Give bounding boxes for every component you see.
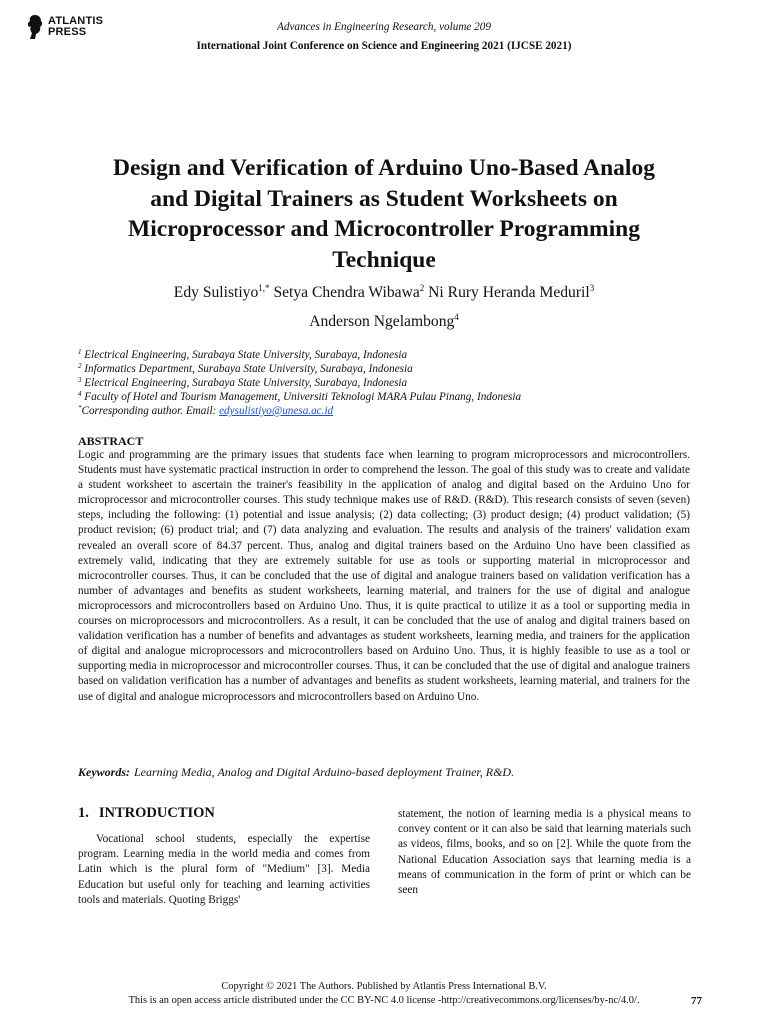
title-line: Microprocessor and Microcontroller Programming xyxy=(128,216,640,242)
affiliation-mark: 3 xyxy=(78,376,82,384)
affiliation-item xyxy=(78,390,521,404)
title-line: Technique xyxy=(332,246,436,273)
affiliation-text: Faculty of Hotel and Tourism Management, Universiti Teknologi MARA Pulau Pinang, Indonesia xyxy=(84,391,522,403)
conference-name: International Joint Conference on Science and Engineering 2021 (IJCSE 2021) xyxy=(196,40,572,52)
intro-left-column: Vocational school students, especially the expertise program. Learning media in the world media and comes from Latin which is the plural form of "Medium" [3]. Media Education but useful only for teaching and learning activities tools and materials. Quoting Briggs' xyxy=(78,833,370,906)
affiliation-mark: 4 xyxy=(78,390,82,398)
title-line: Design and Verification of Arduino Uno-Based Analog xyxy=(113,155,655,181)
publisher-name-line2: PRESS xyxy=(48,26,87,38)
journal-name: Advances in Engineering Research, volume 209 xyxy=(277,21,491,33)
section-number: 1. xyxy=(78,805,89,821)
section-heading xyxy=(78,805,215,822)
section-title: INTRODUCTION xyxy=(98,805,215,821)
keywords xyxy=(78,765,690,780)
author-name: Anderson Ngelambong xyxy=(309,313,455,330)
abstract-heading: ABSTRACT xyxy=(78,434,144,448)
author-affiliation-mark: 1,* xyxy=(258,283,270,293)
corresponding-mark: * xyxy=(78,404,82,412)
author-name: Edy Sulistiyo xyxy=(173,284,259,301)
keywords-label: Keywords: xyxy=(78,765,130,779)
corresponding-label: Corresponding author. Email: xyxy=(81,405,220,417)
affiliation-mark: 2 xyxy=(78,362,82,370)
affiliation-text: Electrical Engineering, Surabaya State University, Surabaya, Indonesia xyxy=(84,377,408,389)
affiliation-text: Informatics Department, Surabaya State University, Surabaya, Indonesia xyxy=(84,363,413,375)
author-affiliation-mark: 2 xyxy=(419,283,425,293)
corresponding-email-link[interactable]: edysulistiyo@unesa.ac.id xyxy=(219,405,334,417)
intro-right-column: statement, the notion of learning media is a physical means to convey content or it can also be said that learning materials such as videos, films, books, and so on [2]. While the quote from the National Education Association says that learning media is a means of communication in the form of print or which can be seen xyxy=(398,808,691,897)
title-line: and Digital Trainers as Student Worksheets on xyxy=(150,185,618,212)
affiliation-item xyxy=(78,362,521,376)
author-list xyxy=(0,284,768,302)
author-name: Setya Chendra Wibawa xyxy=(273,284,420,301)
affiliation-item xyxy=(78,348,521,362)
page-number: 77 xyxy=(691,995,702,1007)
author-affiliation-mark: 4 xyxy=(454,312,459,322)
paper-title xyxy=(60,153,708,275)
affiliation-text: Electrical Engineering, Surabaya State University, Surabaya, Indonesia xyxy=(84,349,408,361)
keywords-text: Learning Media, Analog and Digital Arduino-based deployment Trainer, R&D. xyxy=(134,765,515,779)
author-affiliation-mark: 3 xyxy=(589,283,595,293)
affiliations xyxy=(78,348,521,418)
corresponding-author xyxy=(78,404,521,418)
author-name: Ni Rury Heranda Meduril xyxy=(428,284,590,301)
author-list-continued xyxy=(0,313,768,331)
affiliation-item xyxy=(78,376,521,390)
copyright-notice: Copyright © 2021 The Authors. Published by Atlantis Press International B.V. xyxy=(221,981,547,992)
affiliation-mark: 1 xyxy=(78,348,82,356)
license-notice: This is an open access article distributed under the CC BY-NC 4.0 license -http://creativecommons.org/licenses/by-nc/4.0/. xyxy=(128,995,640,1006)
abstract-text: Logic and programming are the primary issues that students face when learning to program microprocessors and microcontrollers. Students must have systematic practical instruction in order to comprehend the lesson. The goal of this study was to create and validate a student worksheet to ascertain the trainer's feasibility in the application of analog and digital based on the Arduino Uno for microprocessor and microcontroller courses. This study technique makes use of R&D. (R&D). This research consists of seven (seven) steps, including the following: (1) potential and issue analysis; (2) data collecting; (3) product design; (4) product validation; (5) product revision; (6) product trial; and (7) data analyzing and evaluation. The results and analysis of the trainers' validation exam revealed an overall score of 84.37 percent. Thus, analog and digital trainers based on the Arduino Uno have been classified as extremely valid, indicating that they are extremely suitable for use as tools or supporting material in microprocessor and microcontroller courses. Thus, it can be concluded that the use of digital and analogue trainers based on validation verification has a number of advantages and benefits as student worksheets, learning material, and trainers for the use of digital and analogue microprocessors and microcontrollers based on Arduino Uno. Thus, it is quite practical to utilize it as a tool or supporting media in courses on microprocessors and microcontrollers. As a result, it can be concluded that the use of analog and digital trainers based on validation verification has a number of benefits and advantages as student worksheets, learning media, and trainers for the application of digital and analogue microprocessors and microcontrollers based on Arduino Uno. Thus, it is highly feasible to use as a tool or supporting media in microprocessor and microcontroller courses. Thus, it can be concluded that the use of digital and analogue trainers based on validation verification has a number of advantages and benefits as student worksheets, learning material, and trainers for the use of digital and analogue microprocessors and microcontrollers based on Arduino Uno. xyxy=(78,449,690,703)
publisher-name-line1: ATLANTIS xyxy=(48,15,104,27)
